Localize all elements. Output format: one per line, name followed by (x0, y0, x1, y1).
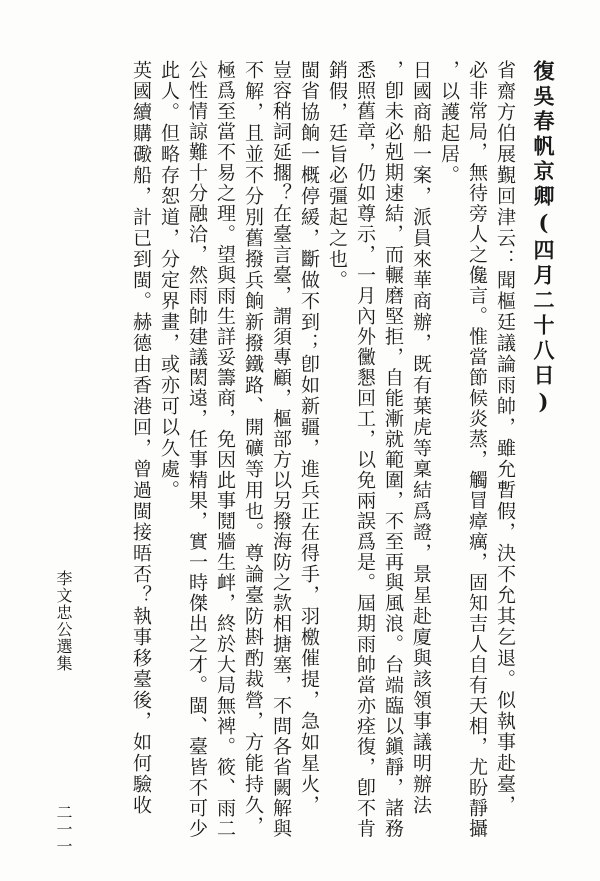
book-title: 李文忠公選集 (54, 570, 73, 672)
page-number: 二一一 (54, 804, 73, 855)
text-line-1: 省齋方伯展覲回津云：聞樞廷議論雨帥，雖允暫假，決不允其乞退。似執事赴臺， (494, 60, 516, 816)
text-line-6: 悉照舊章，仍如尊示，一月內外黴懇回工，以免兩誤爲是。屆期雨帥當亦痊復，卽不肯 (354, 60, 376, 839)
text-line-4: 日國商船一案，派員來華商辦，既有葉虎等稟結爲證，景星赴廈與該領事議明辦法 (410, 60, 432, 816)
text-line-7: 銷假，廷旨必彊起之也。 (326, 60, 348, 291)
text-line-2: 必非常局，無待旁人之儳言。惟當節候炎蒸，觸冒瘴癘，固知吉人自有天相，尤盼靜攝 (466, 60, 488, 839)
text-line-3: ，以護起居。 (438, 60, 460, 186)
text-line-13: 此人。但略存恕道，分定界畫，或亦可以久處。 (158, 60, 180, 501)
text-line-8: 閩省協餉一概停緩，斷做不到；卽如新疆，進兵正在得手，羽檄催提，急如星火， (298, 60, 320, 816)
letter-title-column (532, 60, 554, 418)
text-line-12: 公性情諒難十分融洽，然雨帥建議閎遠，任事精果，實一時傑出之才。閩、臺皆不可少 (186, 60, 208, 839)
text-line-9: 豈容稍詞延擱？在臺言臺，謂須專顧，樞部方以另撥海防之款相搪塞，不問各省闕解與 (270, 60, 292, 839)
text-line-10: 不解，且並不分別舊撥兵餉新撥鐵路、開礦等用也。尊論臺防斟酌裁營，方能持久， (242, 60, 264, 837)
text-line-5: ，卽未必剋期速結，而輾磨堅拒，自能漸就範圍，不至再與風浪。台端臨以鎭靜，諸務 (382, 60, 404, 839)
text-line-11: 極爲至當不易之理。望與雨生詳妥籌商，免因此事鬩牆生衅，終於大局無裨。筱、雨二 (214, 60, 236, 839)
letter-title: 復吳春帆京卿 (531, 60, 556, 210)
text-line-14: 英國續購礮船，計已到閩。赫德由香港回，曾過閩接晤否？執事移臺後，如何驗收 (130, 60, 152, 816)
letter-date: (四月二十八日) (531, 210, 556, 418)
